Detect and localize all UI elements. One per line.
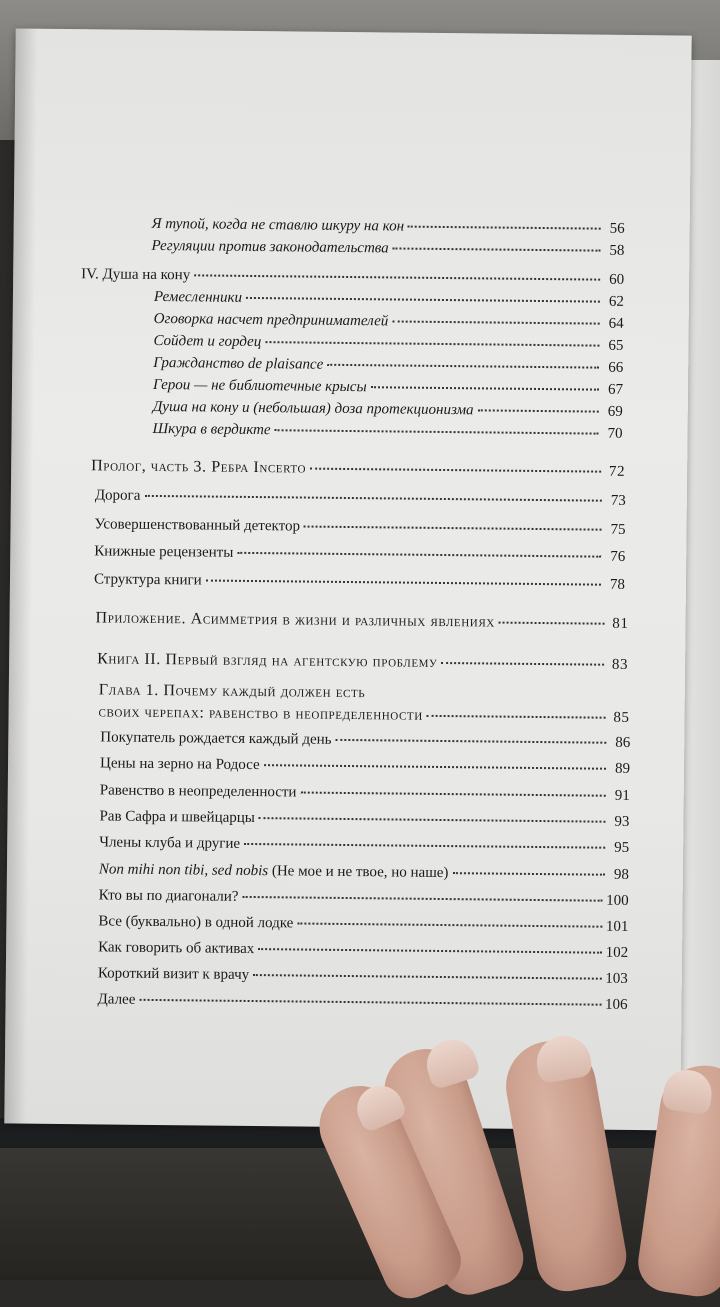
toc-page-number: 91	[614, 787, 630, 804]
toc-entry	[99, 886, 629, 910]
toc-entry	[153, 354, 623, 377]
toc-leader-dots	[275, 429, 599, 434]
toc-page-number: 69	[607, 403, 623, 420]
toc-entry-title: Рав Сафра и швейцарцы	[99, 808, 256, 827]
toc-entry	[100, 728, 630, 752]
toc-entry-title: Герои — не библиотечные крысы	[152, 376, 367, 396]
toc-entry-title: Сойдет и гордец	[153, 332, 262, 351]
toc-appendix-entry	[95, 609, 628, 633]
toc-entry-title: Регуляции против законодательства	[151, 237, 389, 257]
toc-entry	[100, 781, 630, 805]
toc-page-number: 101	[605, 918, 629, 935]
toc-entry-title: Дорога	[94, 487, 141, 504]
toc-leader-dots	[427, 715, 606, 719]
toc-title-latin: Non mihi non tibi, sed nobis	[98, 861, 269, 880]
toc-leader-dots	[408, 226, 601, 230]
toc-entry	[98, 938, 628, 962]
toc-leader-dots	[242, 896, 602, 902]
toc-entry	[94, 570, 625, 594]
toc-leader-dots	[393, 247, 601, 251]
toc-entry	[153, 376, 623, 399]
toc-title-part: Пролог, часть 3. Ребра	[91, 457, 254, 477]
toc-entry-title: Оговорка насчет предпринимателей	[153, 310, 389, 330]
toc-leader-dots	[452, 872, 604, 876]
toc-book-entry	[97, 650, 628, 674]
toc-page-number: 60	[609, 271, 625, 288]
toc-page-number: 95	[614, 839, 630, 856]
toc-leader-dots	[237, 552, 601, 558]
toc-page-number: 98	[613, 866, 630, 883]
toc-entry-title: Покупатель рождается каждый день	[100, 729, 332, 748]
toc-page-number: 56	[609, 220, 625, 237]
toc-page-number: 93	[614, 813, 630, 830]
toc-leader-dots	[144, 495, 601, 502]
toc-entry-title: Ремесленники	[153, 288, 243, 306]
toc-entry-title: Как говорить об активах	[98, 939, 255, 958]
toc-entry	[100, 754, 630, 778]
toc-entry-title: Члены клуба и другие	[99, 834, 241, 852]
toc-entry	[154, 288, 624, 311]
toc-page-number: 89	[614, 760, 631, 777]
toc-page-number: 85	[613, 709, 630, 726]
toc-entry-title: Далее	[97, 991, 136, 1008]
toc-leader-dots	[253, 974, 601, 980]
toc-page-number: 72	[608, 463, 626, 480]
toc-page-number: 83	[611, 656, 629, 673]
toc-page-number: 62	[608, 293, 625, 310]
toc-leader-dots	[258, 948, 601, 954]
toc-entry-title: Книжные рецензенты	[94, 543, 234, 561]
toc-page-number: 103	[605, 970, 628, 987]
toc-entry	[98, 912, 628, 936]
toc-leader-dots	[499, 622, 605, 625]
toc-entry	[99, 860, 629, 884]
toc-leader-dots	[139, 999, 601, 1006]
toc-entry-title: Все (буквально) в одной лодке	[98, 913, 294, 932]
book-page	[4, 28, 691, 1130]
toc-leader-dots	[478, 409, 599, 412]
toc-entry-title: Гражданство de plaisance	[153, 354, 324, 373]
toc-leader-dots	[310, 468, 601, 473]
toc-entry	[153, 332, 623, 355]
toc-page-number: 81	[612, 615, 629, 632]
toc-entry-title: Усовершенствованный детектор	[94, 516, 301, 535]
toc-chapter-title-line: Глава 1. Почему каждый должен есть	[98, 681, 366, 702]
toc-leader-dots	[264, 764, 606, 770]
toc-entry-title: Структура книги	[93, 571, 202, 589]
toc-entry-title: Короткий визит к врачу	[97, 965, 250, 983]
toc-entry	[99, 807, 629, 831]
toc-entry-title: Равенство в неопределенности	[99, 782, 297, 801]
toc-leader-dots	[206, 580, 601, 586]
toc-entry	[153, 398, 623, 421]
page-gutter-shadow	[4, 28, 37, 1123]
toc-page-number: 86	[615, 734, 631, 751]
toc-page-number: 70	[607, 425, 623, 442]
toc-chapter-entry	[99, 703, 630, 727]
toc-title-emphasis: Incerto	[253, 459, 307, 477]
toc-page-number: 100	[606, 892, 629, 909]
toc-leader-dots	[297, 922, 602, 927]
toc-leader-dots	[259, 817, 606, 823]
toc-page-number: 75	[610, 521, 626, 538]
toc-entry	[154, 310, 624, 333]
toc-entry-title: своих черепах: равенство в неопределенности	[98, 703, 423, 724]
toc-entry-title	[99, 860, 449, 882]
toc-section-entry	[81, 265, 624, 289]
toc-page-number: 73	[610, 492, 626, 509]
toc-entry-title: Шкура в вердикте	[152, 420, 271, 439]
toc-page-number: 58	[609, 242, 625, 259]
toc-entry-title: Книга II. Первый взгляд на агентскую проблему	[97, 650, 438, 671]
toc-leader-dots	[300, 792, 605, 797]
toc-entry	[152, 215, 625, 238]
toc-entry	[99, 833, 629, 857]
toc-leader-dots	[441, 662, 604, 666]
toc-leader-dots	[392, 320, 599, 324]
toc-entry	[152, 420, 622, 443]
toc-leader-dots	[246, 297, 600, 303]
toc-title-part: (Не мое и не твое, но наше)	[268, 863, 449, 882]
toc-entry-title: Цены на зерно на Родосе	[99, 755, 260, 774]
toc-entry	[97, 990, 627, 1014]
toc-entry-title: Душа на кону и (небольшая) доза протекционизма	[152, 398, 474, 419]
toc-leader-dots	[304, 526, 602, 531]
toc-entry	[98, 964, 628, 988]
toc-entry-title: Кто вы по диагонали?	[98, 887, 239, 905]
toc-entry	[95, 486, 626, 510]
toc-page-number: 65	[608, 337, 624, 354]
toc-page-number: 106	[604, 996, 628, 1013]
toc-page-number: 78	[609, 576, 626, 593]
toc-entry	[94, 515, 625, 539]
toc-leader-dots	[371, 386, 599, 390]
toc-leader-dots	[336, 739, 607, 744]
toc-leader-dots	[265, 341, 599, 346]
toc-leader-dots	[244, 843, 605, 849]
toc-page-number: 64	[608, 315, 624, 332]
toc-page-number: 66	[608, 359, 624, 376]
toc-entry-title: Я тупой, когда не ставлю шкуру на кон	[151, 215, 405, 235]
toc-leader-dots	[194, 274, 600, 280]
toc-entry-title: Приложение. Асимметрия в жизни и различных явлениях	[95, 609, 495, 631]
toc-entry	[151, 237, 624, 260]
toc-entry	[94, 542, 625, 566]
toc-page-number: 76	[610, 548, 626, 565]
toc-page-number: 102	[605, 944, 629, 961]
toc-entry-title: IV. Душа на кону	[81, 266, 191, 284]
toc-prologue-entry	[91, 457, 625, 481]
toc-leader-dots	[327, 364, 599, 369]
toc-page-number: 67	[607, 381, 624, 398]
toc-entry-title	[91, 457, 306, 477]
